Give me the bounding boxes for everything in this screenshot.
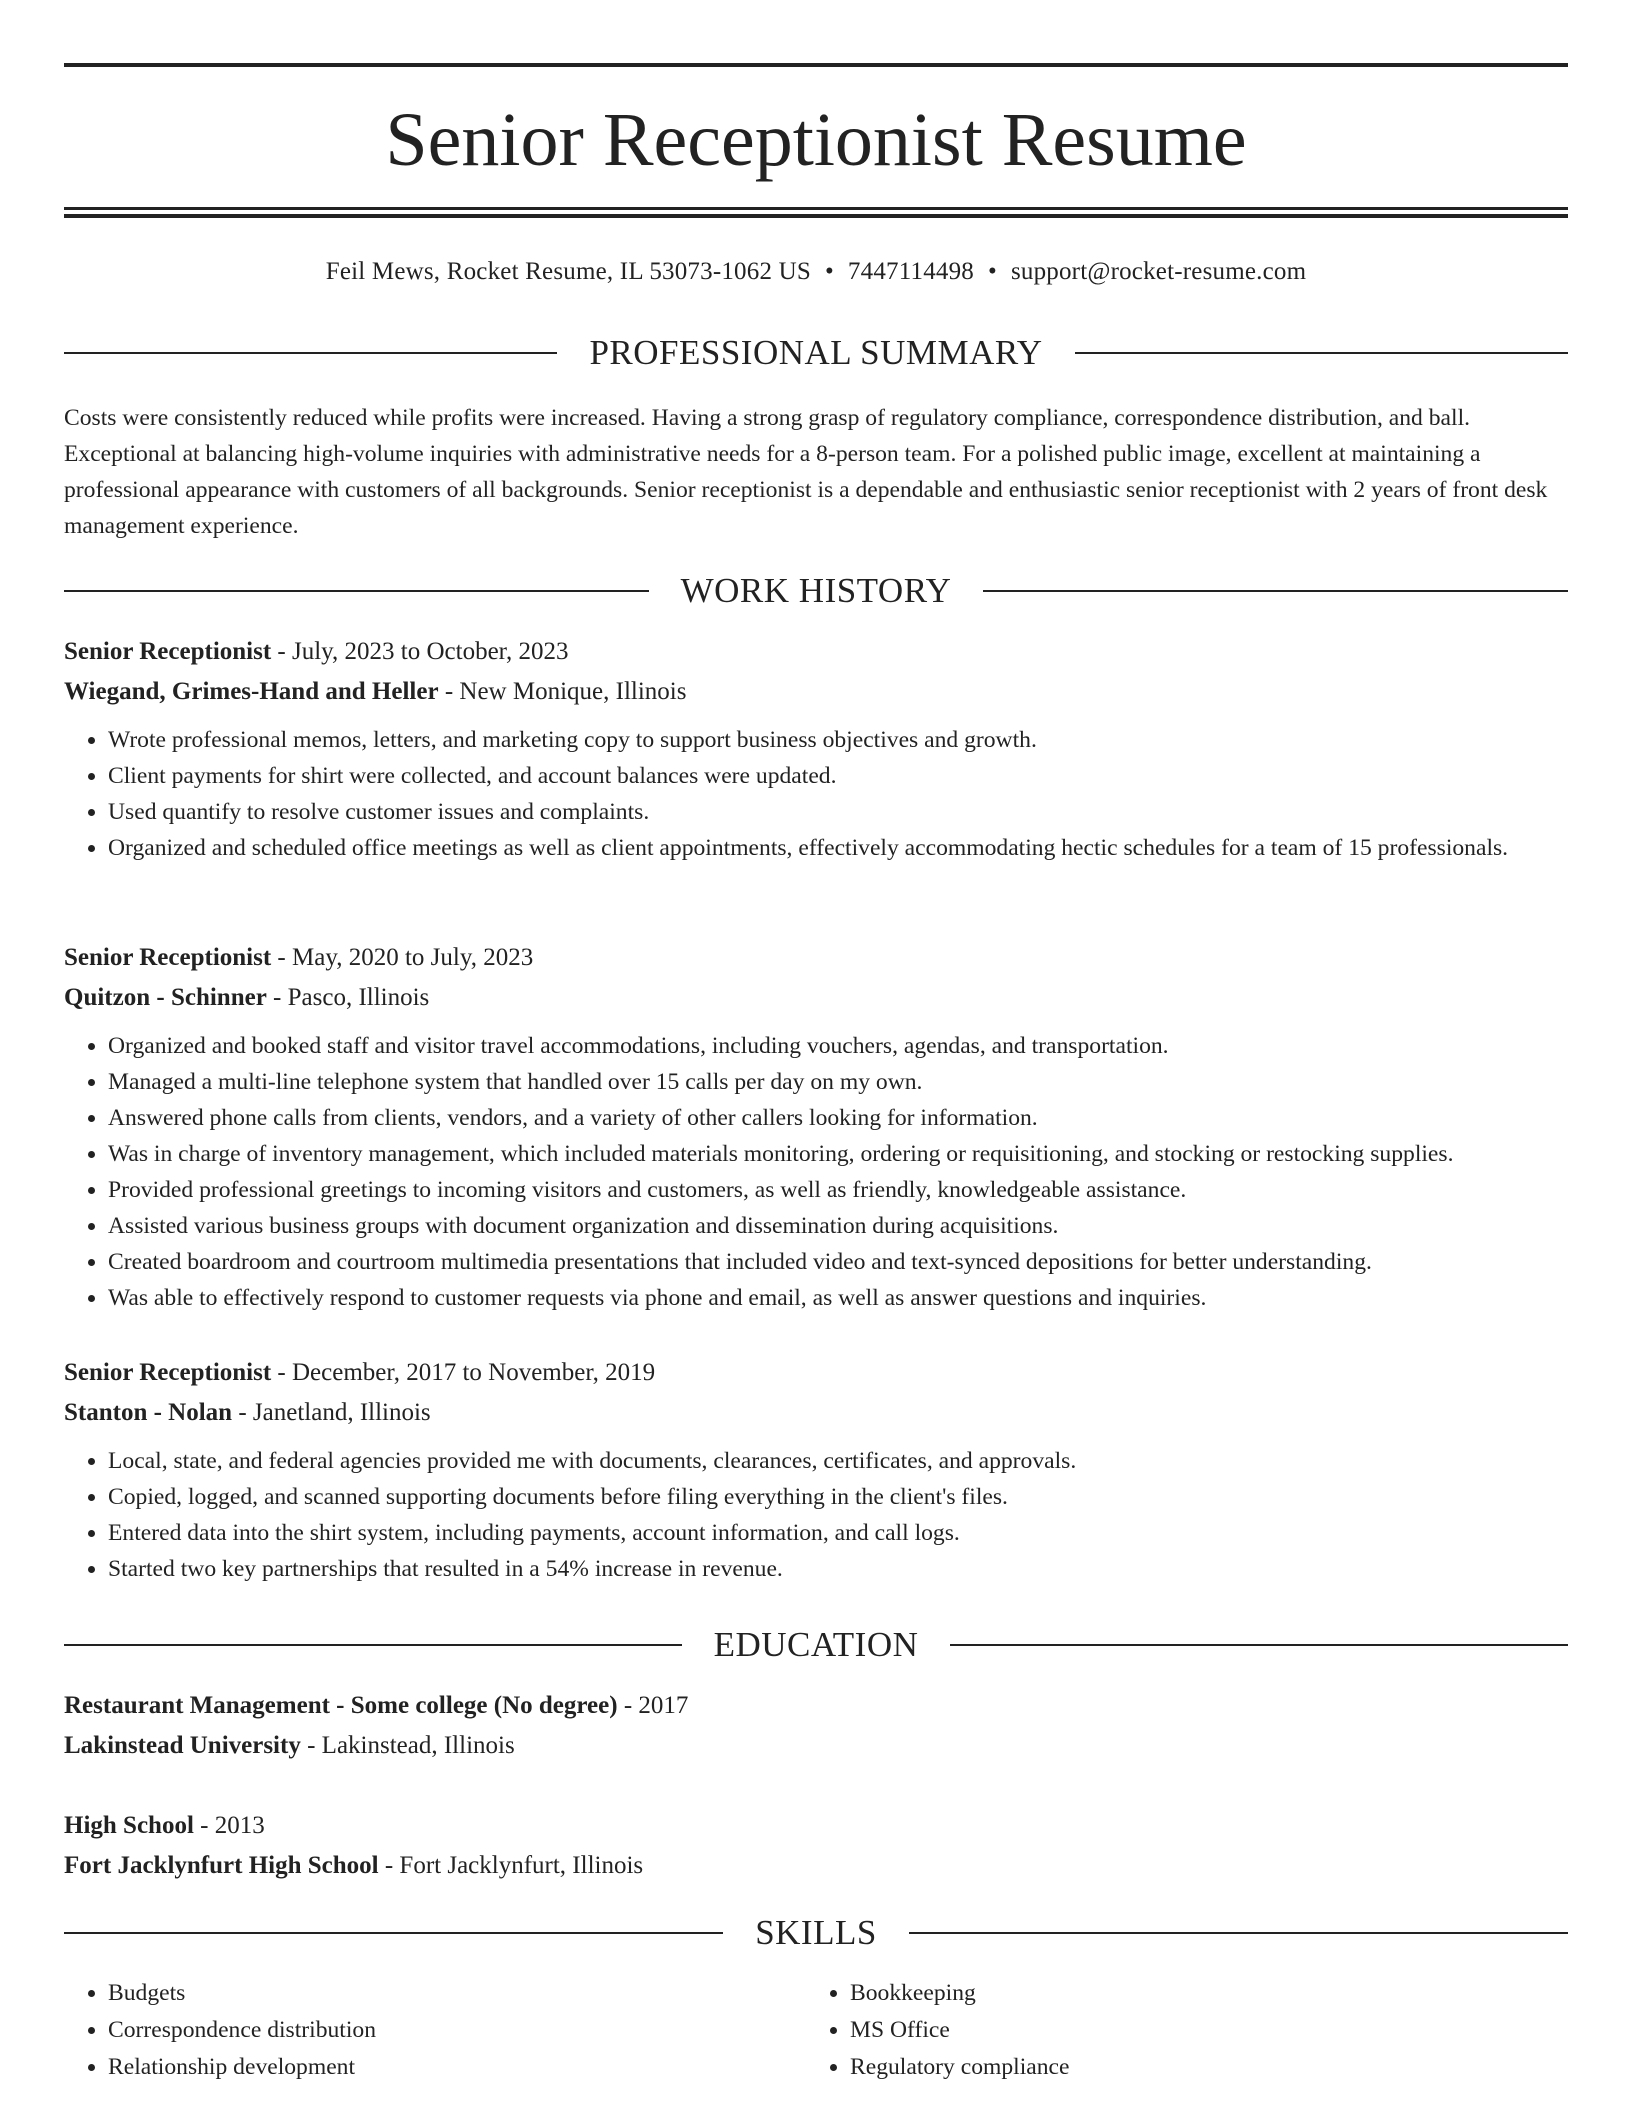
list-item: • Started two key partnerships that resulted in a 54% increase in revenue. — [108, 1551, 1568, 1587]
job-company: Quitzon - Schinner — [64, 984, 267, 1011]
professional-summary-text: Costs were consistently reduced while profits were increased. Having a strong grasp of regulatory compliance, correspondence distribution, and ball. Exceptional at balancing high-volume inquiries with administrative needs for a 8-person team. For a polished public image, excellent at maintaining a professional appearance with customers of all backgrounds. Senior receptionist is a dependable and enthusiastic senior receptionist with 2 years of front desk management experience. — [64, 405, 1548, 539]
section-title-education: EDUCATION — [713, 1625, 919, 1664]
job-bullets — [64, 1443, 1568, 1587]
header-top-rule — [64, 63, 1568, 67]
education-school: Fort Jacklynfurt High School — [64, 1852, 379, 1879]
section-rule-right — [909, 1932, 1568, 1934]
section-rule-right — [983, 590, 1568, 592]
contact-phone: 7447114498 — [847, 258, 974, 285]
skills-list — [64, 1975, 1568, 2086]
job-dates: - December, 2017 to November, 2019 — [271, 1359, 656, 1386]
education-year: - 2013 — [193, 1812, 265, 1839]
skills-column-right — [806, 1975, 1548, 2086]
job-title-line — [64, 938, 1568, 978]
skills-column-left — [64, 1975, 806, 2086]
section-rule-left — [64, 352, 557, 354]
section-rule-left — [64, 1932, 723, 1934]
list-item: • MS Office — [850, 2012, 1548, 2049]
education-entry-2 — [64, 1806, 1568, 1886]
job-bullets — [64, 722, 1568, 866]
job-role: Senior Receptionist — [64, 944, 272, 971]
list-item: • Bookkeeping — [850, 1975, 1548, 2012]
job-company-line — [64, 672, 1568, 712]
education-degree-line — [64, 1686, 1568, 1726]
job-role: Senior Receptionist — [64, 638, 272, 665]
section-rule-left — [64, 590, 649, 592]
education-year: - 2017 — [617, 1692, 689, 1719]
education-school-line — [64, 1846, 1568, 1886]
job-company-line — [64, 978, 1568, 1018]
contact-email: support@rocket-resume.com — [1010, 258, 1307, 285]
education-degree-line — [64, 1806, 1568, 1846]
section-title-skills: SKILLS — [755, 1913, 877, 1952]
list-item: • Organized and booked staff and visitor travel accommodations, including vouchers, agendas, and transportation. — [108, 1028, 1568, 1064]
job-company-line — [64, 1393, 1568, 1433]
education-location: - Fort Jacklynfurt, Illinois — [378, 1852, 644, 1879]
header-double-rule — [64, 207, 1568, 218]
list-item: • Regulatory compliance — [850, 2049, 1548, 2086]
education-entry-1 — [64, 1686, 1568, 1766]
job-location: - New Monique, Illinois — [438, 678, 687, 705]
job-title-line — [64, 632, 1568, 672]
job-entry-2 — [64, 938, 1568, 1316]
contact-line — [64, 254, 1568, 290]
job-entry-1 — [64, 632, 1568, 866]
contact-separator: • — [824, 258, 834, 285]
contact-separator: • — [988, 258, 997, 285]
list-item: • Client payments for shirt were collected, and account balances were updated. — [108, 758, 1568, 794]
list-item: • Answered phone calls from clients, vendors, and a variety of other callers looking for information. — [108, 1100, 1568, 1136]
section-header-work-history — [64, 569, 1568, 613]
job-dates: - July, 2023 to October, 2023 — [271, 638, 569, 665]
job-company: Wiegand, Grimes-Hand and Heller — [64, 678, 439, 705]
education-school: Lakinstead University — [64, 1732, 301, 1759]
job-dates: - May, 2020 to July, 2023 — [271, 944, 534, 971]
list-item: • Relationship development — [108, 2049, 806, 2086]
job-location: - Pasco, Illinois — [266, 984, 430, 1011]
section-rule-left — [64, 1644, 682, 1646]
job-company: Stanton - Nolan — [64, 1399, 233, 1426]
list-item: • Organized and scheduled office meetings as well as client appointments, effectively accommodating hectic schedules for a team of 15 professionals. — [108, 830, 1568, 866]
list-item: • Entered data into the shirt system, including payments, account information, and call logs. — [108, 1515, 1568, 1551]
list-item: • Wrote professional memos, letters, and marketing copy to support business objectives and growth. — [108, 722, 1568, 758]
section-title-work-history: WORK HISTORY — [680, 571, 952, 610]
list-item: • Used quantify to resolve customer issues and complaints. — [108, 794, 1568, 830]
section-rule-right — [950, 1644, 1568, 1646]
job-entry-3 — [64, 1353, 1568, 1587]
education-degree: Restaurant Management - Some college (No degree) — [64, 1692, 618, 1719]
education-school-line — [64, 1726, 1568, 1766]
list-item: • Assisted various business groups with document organization and dissemination during acquisitions. — [108, 1208, 1568, 1244]
list-item: • Created boardroom and courtroom multimedia presentations that included video and text-synced depositions for better understanding. — [108, 1244, 1568, 1280]
list-item: • Was able to effectively respond to customer requests via phone and email, as well as answer questions and inquiries. — [108, 1280, 1568, 1316]
section-rule-right — [1075, 352, 1568, 354]
section-header-skills — [64, 1911, 1568, 1955]
list-item: • Correspondence distribution — [108, 2012, 806, 2049]
list-item: • Local, state, and federal agencies provided me with documents, clearances, certificates, and approvals. — [108, 1443, 1568, 1479]
job-role: Senior Receptionist — [64, 1359, 272, 1386]
list-item: • Managed a multi-line telephone system that handled over 15 calls per day on my own. — [108, 1064, 1568, 1100]
job-location: - Janetland, Illinois — [232, 1399, 431, 1426]
list-item: • Was in charge of inventory management, which included materials monitoring, ordering or requisitioning, and stocking or restocking supplies. — [108, 1136, 1568, 1172]
education-degree: High School — [64, 1812, 194, 1839]
section-header-summary — [64, 331, 1568, 375]
list-item: • Budgets — [108, 1975, 806, 2012]
job-title-line — [64, 1353, 1568, 1393]
education-location: - Lakinstead, Illinois — [300, 1732, 515, 1759]
section-header-education — [64, 1623, 1568, 1667]
resume-title: Senior Receptionist Resume — [385, 98, 1247, 182]
list-item: • Provided professional greetings to incoming visitors and customers, as well as friendly, knowledgeable assistance. — [108, 1172, 1568, 1208]
list-item: • Copied, logged, and scanned supporting documents before filing everything in the client's files. — [108, 1479, 1568, 1515]
section-title-summary: PROFESSIONAL SUMMARY — [589, 333, 1043, 372]
job-bullets — [64, 1028, 1568, 1316]
contact-address: Feil Mews, Rocket Resume, IL 53073-1062 US — [325, 258, 811, 285]
